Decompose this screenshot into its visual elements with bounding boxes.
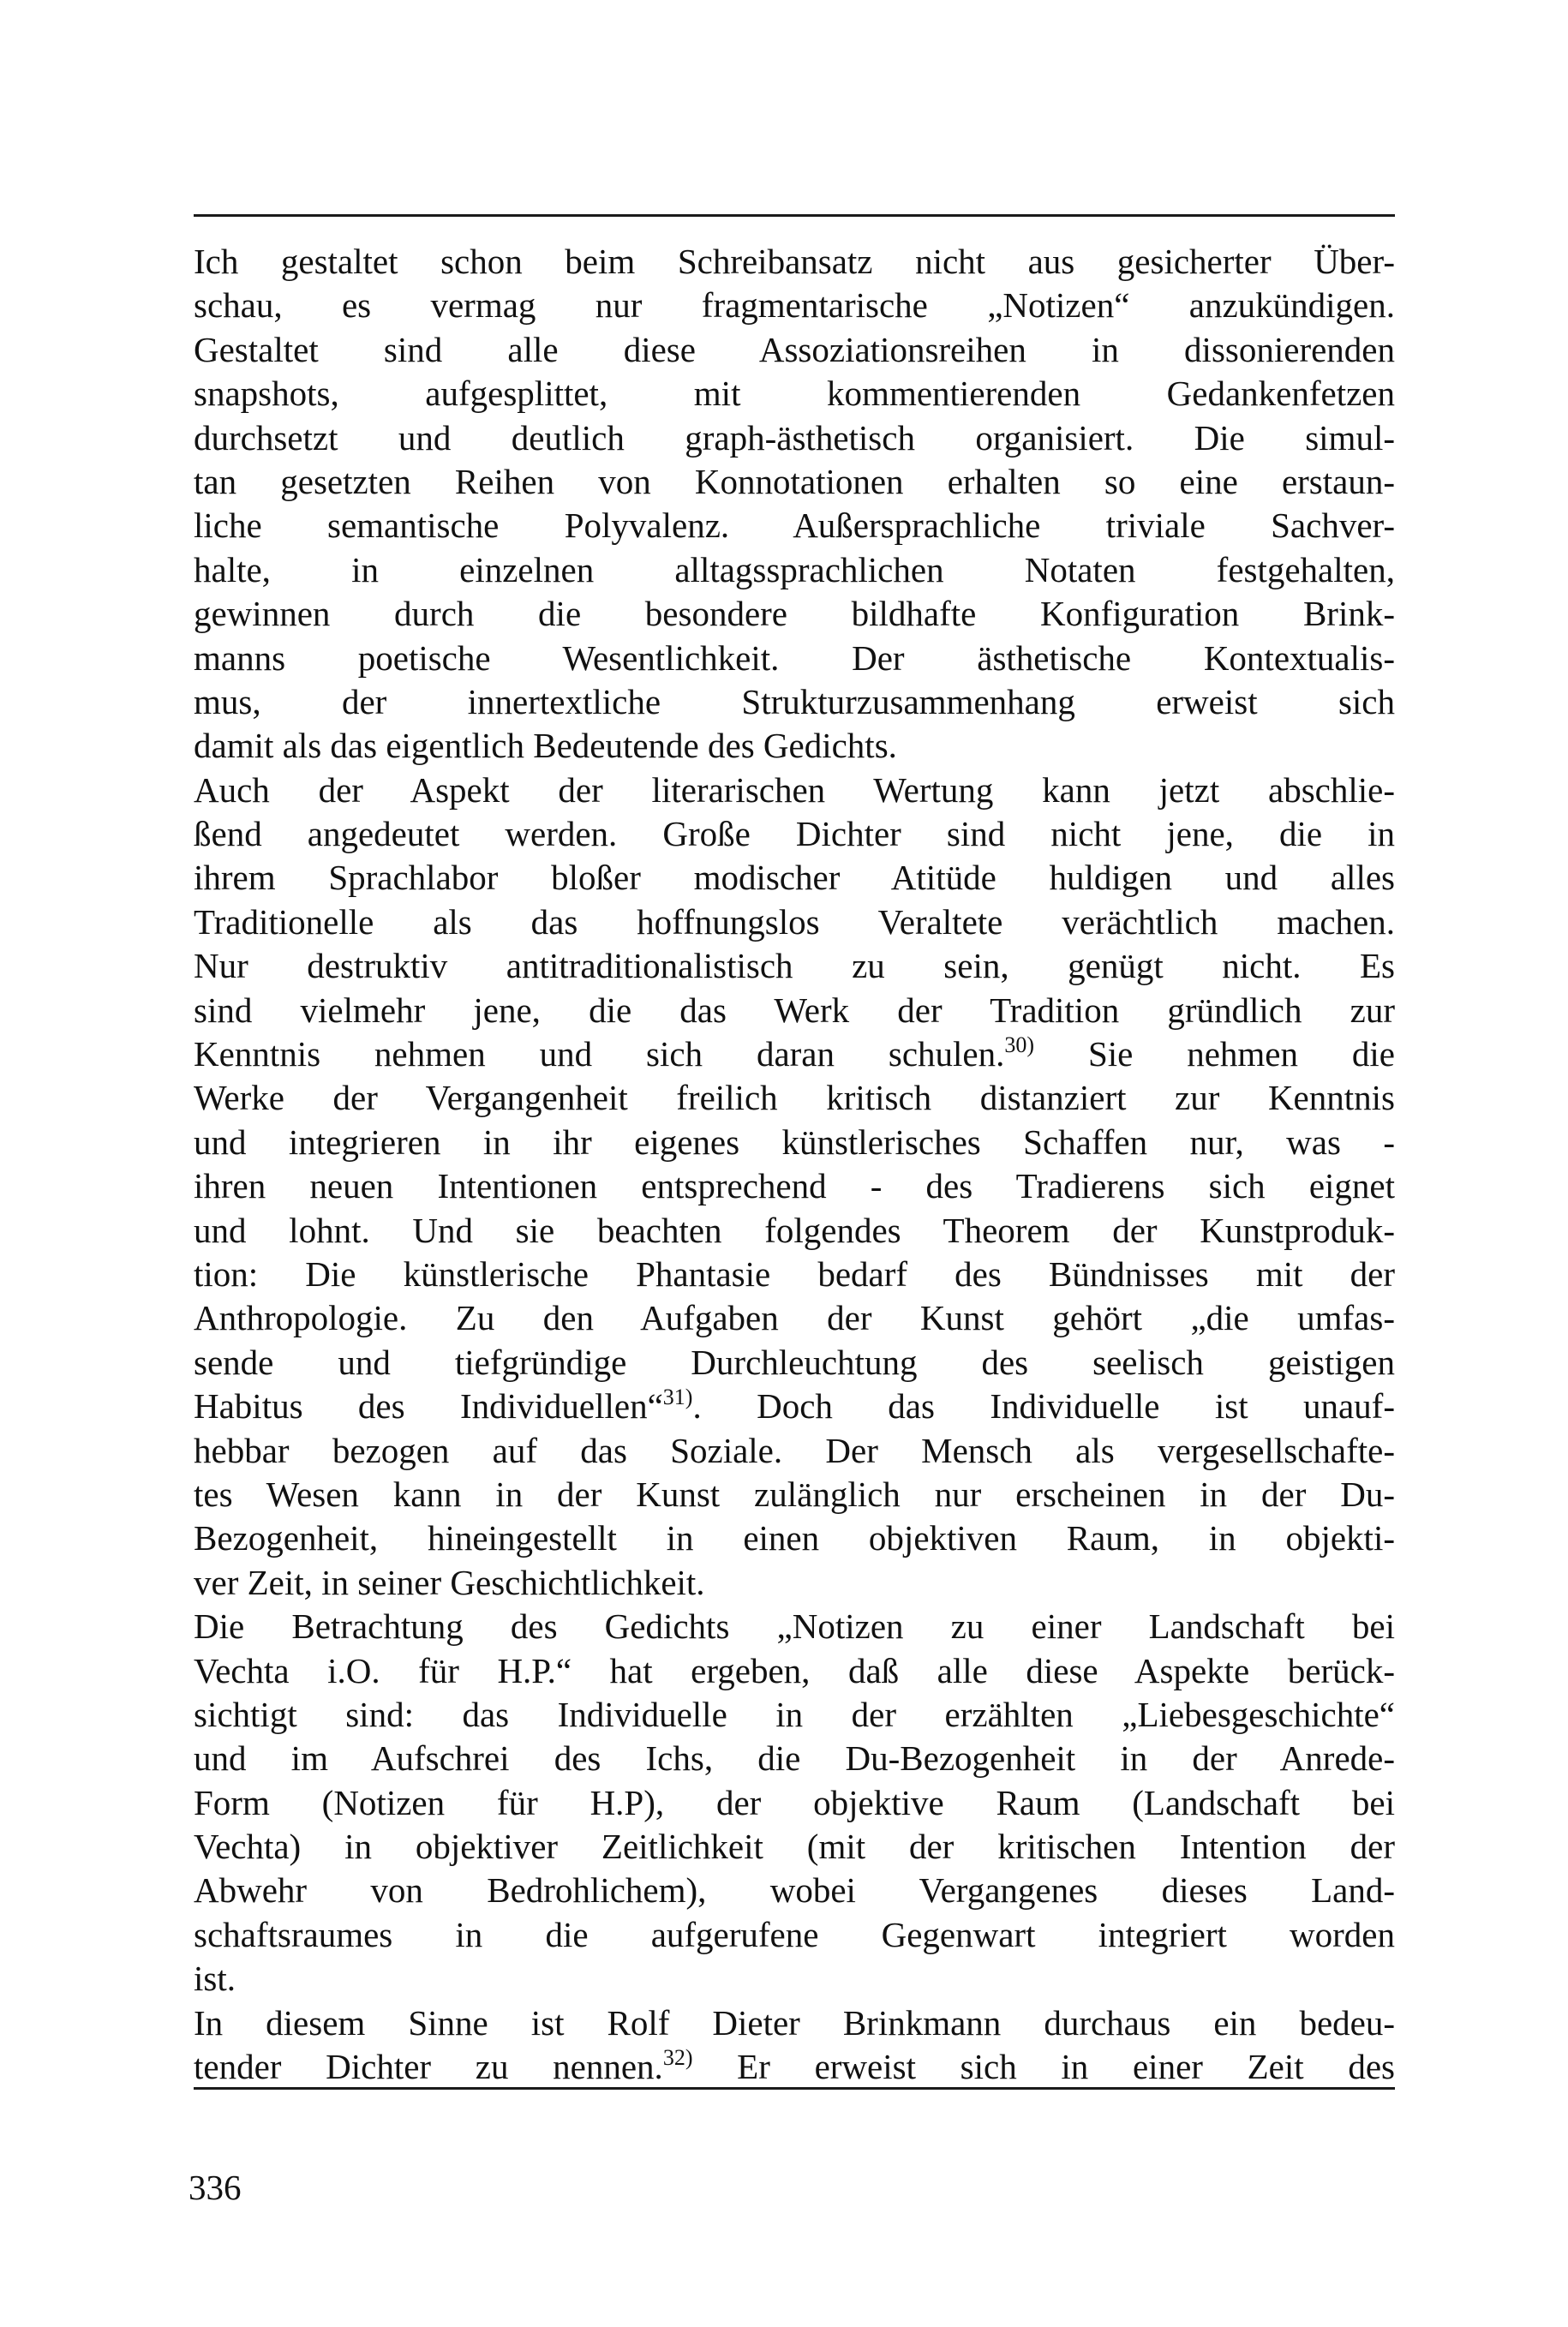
line-text: mus, der innertextliche Strukturzusammenhang erweist sich — [194, 681, 1395, 721]
line-text: tion: Die künstlerische Phantasie bedarf des Bündnisses mit der — [194, 1253, 1395, 1294]
line-text: tender Dichter zu nennen. — [194, 2047, 663, 2087]
text-line — [194, 1032, 1395, 1076]
line-text: Vechta) in objektiver Zeitlichkeit (mit der kritischen Intention der — [194, 1827, 1395, 1867]
line-text: Form (Notizen für H.P), der objektive Raum (Landschaft bei — [194, 1782, 1395, 1822]
line-text: und integrieren in ihr eigenes künstlerisches Schaffen nur, was - — [194, 1122, 1395, 1162]
text-line — [194, 2045, 1395, 2089]
text-line — [194, 680, 1395, 724]
text-line — [194, 548, 1395, 592]
text-line — [194, 592, 1395, 636]
text-line — [194, 1825, 1395, 1869]
line-text: schau, es vermag nur fragmentarische „Notizen“ anzukündigen. — [194, 285, 1395, 326]
page-number: 336 — [189, 2168, 242, 2207]
text-line — [194, 1605, 1395, 1648]
line-text: Traditionelle als das hoffnungslos Veraltete verächtlich machen. — [194, 901, 1395, 942]
text-line — [194, 460, 1395, 504]
line-text: Die Betrachtung des Gedichts „Notizen zu einer Landschaft bei — [194, 1606, 1395, 1647]
text-line — [194, 328, 1395, 372]
text-line — [194, 1957, 1395, 2001]
line-text: halte, in einzelnen alltagssprachlichen Notaten festgehalten, — [194, 549, 1395, 589]
line-text: snapshots, aufgesplittet, mit kommentierenden Gedankenfetzen — [194, 374, 1395, 414]
text-line — [194, 1737, 1395, 1780]
bottom-rule — [194, 2087, 1395, 2090]
top-rule — [194, 214, 1395, 217]
line-text: schaftsraumes in die aufgerufene Gegenwart integriert worden — [194, 1914, 1395, 1954]
text-line — [194, 769, 1395, 812]
line-text: liche semantische Polyvalenz. Außersprachliche triviale Sachver- — [194, 505, 1395, 546]
line-text: sind vielmehr jene, die das Werk der Tradition gründlich zur — [194, 990, 1395, 1030]
line-text-continued: Er erweist sich in einer Zeit des — [692, 2047, 1395, 2087]
text-line — [194, 1781, 1395, 1825]
line-text: durchsetzt und deutlich graph-ästhetisch organisiert. Die simul- — [194, 417, 1395, 458]
text-line — [194, 372, 1395, 416]
line-text-continued: . Doch das Individuelle ist unauf- — [692, 1386, 1395, 1427]
line-text: Nur destruktiv antitraditionalistisch zu sein, genügt nicht. Es — [194, 946, 1395, 986]
line-text-continued: Sie nehmen die — [1034, 1034, 1395, 1074]
line-text: und lohnt. Und sie beachten folgendes Theorem der Kunstproduk- — [194, 1210, 1395, 1250]
text-line — [194, 1561, 1395, 1605]
line-text: und im Aufschrei des Ichs, die Du-Bezogenheit in der Anrede- — [194, 1738, 1395, 1779]
line-text: tes Wesen kann in der Kunst zulänglich nur erscheinen in der Du- — [194, 1474, 1395, 1514]
line-text: sende und tiefgründige Durchleuchtung des seelisch geistigen — [194, 1342, 1395, 1382]
text-line — [194, 1253, 1395, 1296]
text-line — [194, 1693, 1395, 1737]
text-line — [194, 240, 1395, 284]
text-line — [194, 504, 1395, 547]
line-text: ßend angedeutet werden. Große Dichter sind nicht jene, die in — [194, 814, 1395, 854]
text-line — [194, 989, 1395, 1032]
text-line — [194, 812, 1395, 856]
line-text: Kenntnis nehmen und sich daran schulen. — [194, 1034, 1005, 1074]
text-line — [194, 1516, 1395, 1560]
text-line — [194, 944, 1395, 988]
footnote-marker: 31) — [662, 1385, 693, 1410]
line-text: damit als das eigentlich Bedeutende des Gedichts. — [194, 726, 897, 766]
line-text: Abwehr von Bedrohlichem), wobei Vergangenes dieses Land- — [194, 1870, 1395, 1911]
text-line — [194, 900, 1395, 944]
text-line — [194, 2001, 1395, 2045]
text-line — [194, 284, 1395, 327]
text-line — [194, 1164, 1395, 1208]
text-line — [194, 1473, 1395, 1516]
line-text: manns poetische Wesentlichkeit. Der ästhetische Kontextualis- — [194, 637, 1395, 678]
line-text: hebbar bezogen auf das Soziale. Der Mensch als vergesellschafte- — [194, 1430, 1395, 1470]
line-text: ihrem Sprachlabor bloßer modischer Atitüde huldigen und alles — [194, 858, 1395, 898]
line-text: tan gesetzten Reihen von Konnotationen erhalten so eine erstaun- — [194, 461, 1395, 501]
line-text: ist. — [194, 1959, 236, 1999]
text-line — [194, 1429, 1395, 1473]
line-text: Auch der Aspekt der literarischen Wertung kann jetzt abschlie- — [194, 769, 1395, 810]
line-text: Vechta i.O. für H.P.“ hat ergeben, daß alle diese Aspekte berück- — [194, 1650, 1395, 1690]
text-line — [194, 1076, 1395, 1120]
line-text: In diesem Sinne ist Rolf Dieter Brinkmann durchaus ein bedeu- — [194, 2002, 1395, 2043]
line-text: gewinnen durch die besondere bildhafte Konfiguration Brink- — [194, 594, 1395, 634]
line-text: Werke der Vergangenheit freilich kritisch distanziert zur Kenntnis — [194, 1078, 1395, 1118]
text-line — [194, 416, 1395, 460]
text-line — [194, 1869, 1395, 1912]
line-text: Ich gestaltet schon beim Schreibansatz nicht aus gesicherter Über- — [194, 242, 1395, 281]
footnote-marker: 32) — [662, 2045, 693, 2071]
text-line — [194, 637, 1395, 680]
line-text: ihren neuen Intentionen entsprechend - des Tradierens sich eignet — [194, 1166, 1395, 1206]
body-text — [194, 240, 1395, 2089]
line-text: Bezogenheit, hineingestellt in einen objektiven Raum, in objekti- — [194, 1518, 1395, 1558]
text-line — [194, 1913, 1395, 1957]
line-text: Habitus des Individuellen“ — [194, 1386, 663, 1427]
text-line — [194, 724, 1395, 768]
text-line — [194, 856, 1395, 900]
text-line — [194, 1296, 1395, 1340]
text-line — [194, 1649, 1395, 1693]
text-line — [194, 1209, 1395, 1253]
line-text: Gestaltet sind alle diese Assoziationsreihen in dissonierenden — [194, 329, 1395, 369]
line-text: sichtigt sind: das Individuelle in der erzählten „Liebesgeschichte“ — [194, 1694, 1395, 1734]
line-text: ver Zeit, in seiner Geschichtlichkeit. — [194, 1562, 705, 1602]
text-line — [194, 1341, 1395, 1385]
footnote-marker: 30) — [1004, 1032, 1035, 1058]
line-text: Anthropologie. Zu den Aufgaben der Kunst gehört „die umfas- — [194, 1298, 1395, 1338]
text-line — [194, 1121, 1395, 1164]
text-line — [194, 1385, 1395, 1428]
